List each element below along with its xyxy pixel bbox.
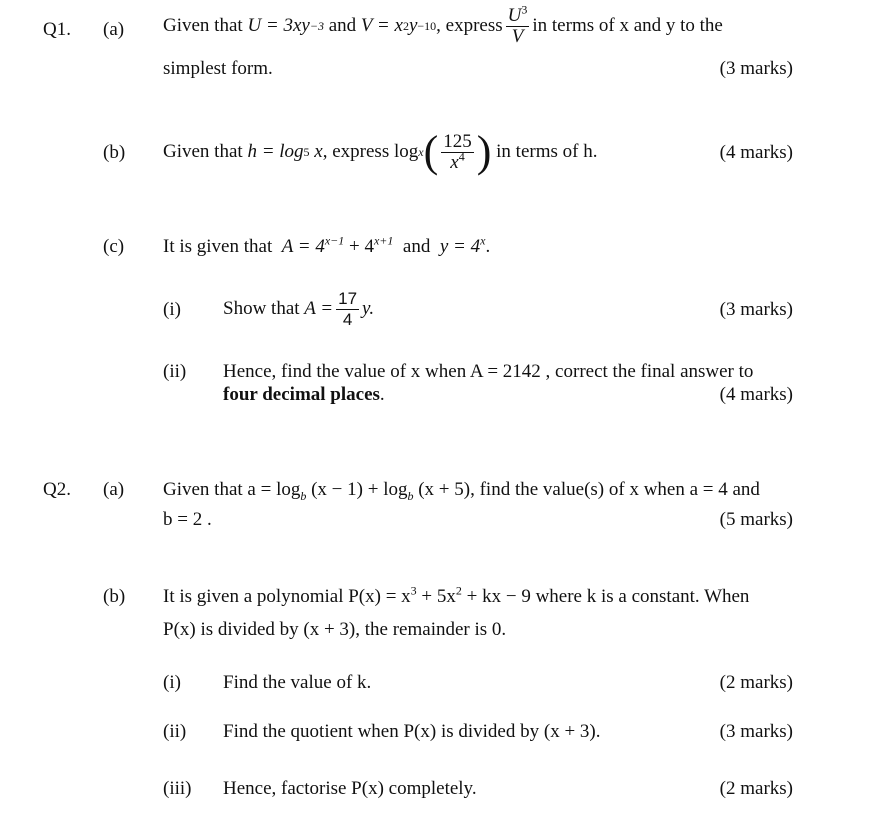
q1b-frac-num: 125 xyxy=(443,130,472,152)
q1a-v-eq: V = x xyxy=(360,14,403,36)
q2a-base1: b xyxy=(300,488,307,503)
q2a-mid: (x − 1) + log xyxy=(306,479,408,500)
q1a-given: Given that xyxy=(163,14,243,36)
q1ci-tail: y. xyxy=(362,297,375,319)
q1b-fraction xyxy=(441,132,474,173)
q2bi-label: (i) xyxy=(163,672,181,693)
q1c-label: (c) xyxy=(103,236,125,257)
q2b-exp2: 2 xyxy=(455,583,462,598)
q1b-given: Given that xyxy=(163,140,243,162)
q1b-label: (b) xyxy=(103,142,126,163)
q1a-frac-num-exp: 3 xyxy=(521,2,528,17)
q2b-line1b: + 5x xyxy=(416,586,456,607)
q1b-frac-den: x xyxy=(450,151,459,173)
q1b-h-eq: h = log xyxy=(247,140,304,162)
q2b-line1a: It is given a polynomial P(x) = x xyxy=(163,586,411,607)
q1c-a-eq: A = 4 xyxy=(281,236,325,257)
q1b-left-paren: ( xyxy=(423,127,439,176)
q1a-fraction xyxy=(506,2,530,47)
q1a-u-eq: U = 3xy xyxy=(247,14,310,36)
q1ci-text: Show that xyxy=(223,297,300,319)
q1c-exp1: x−1 xyxy=(324,233,345,248)
q2bi-text: Find the value of k. xyxy=(223,672,372,693)
q2biii-label: (iii) xyxy=(163,778,192,799)
q1a-tail: in terms of x and y to the xyxy=(532,14,723,36)
q1c-and: and xyxy=(402,236,431,257)
q1a-marks: (3 marks) xyxy=(719,58,793,79)
q1b-log: log xyxy=(393,140,419,162)
q2b-line2: P(x) is divided by (x + 3), the remainder is 0. xyxy=(163,619,507,640)
q1c-exp2: x+1 xyxy=(373,233,394,248)
q1ci-line xyxy=(223,286,374,332)
q2b-line1 xyxy=(163,583,750,609)
q1cii-end: . xyxy=(379,384,385,405)
q1cii-marks: (4 marks) xyxy=(719,384,793,405)
q1a-frac-num: U xyxy=(507,4,522,26)
q1b-tail: in terms of h. xyxy=(496,140,598,162)
q2biii-text: Hence, factorise P(x) completely. xyxy=(223,778,477,799)
q1a-line1: Given that U = 3xy −3 and V = x 2 y −10 , express $\frac{U^3}{V}$ in terms of x and y to the xyxy=(163,2,723,47)
q2a-line2: b = 2 . xyxy=(163,509,212,530)
q1c-y-eq: y = 4 xyxy=(439,236,481,257)
q2bii-label: (ii) xyxy=(163,721,187,742)
q1b-line: Given that h = log 5 x , express log x ( $\frac{125}{x^4}$ ) in terms of h. xyxy=(163,127,598,176)
q2a-label: (a) xyxy=(103,479,125,500)
q1ci-den: 4 xyxy=(342,309,353,329)
q1cii-bold: four decimal places xyxy=(223,384,380,405)
q2a-base2: b xyxy=(407,488,414,503)
q1a-label: (a) xyxy=(103,19,125,40)
q1cii-label: (ii) xyxy=(163,361,187,382)
q1b-marks: (4 marks) xyxy=(719,142,793,163)
q1ci-a-eq: A = xyxy=(304,297,334,319)
q1ci-fraction xyxy=(336,289,359,330)
q2a-tail: (x + 5), find the value(s) of x when a = 4 and xyxy=(413,479,760,500)
q1ci-num: 17 xyxy=(338,288,358,308)
q1c-line xyxy=(163,233,491,259)
q2biii-marks: (2 marks) xyxy=(719,778,793,799)
q2a-line1 xyxy=(163,479,760,502)
q1c-end: . xyxy=(485,236,491,257)
q1b-frac-den-exp: 4 xyxy=(458,149,465,164)
q2a-marks: (5 marks) xyxy=(719,509,793,530)
q1-number: Q1. xyxy=(43,19,71,40)
q2bii-marks: (3 marks) xyxy=(719,721,793,742)
q2bii-text: Find the quotient when P(x) is divided by (x + 3). xyxy=(223,721,601,742)
q2-number: Q2. xyxy=(43,479,71,500)
q1c-plus: + 4 xyxy=(344,236,374,257)
q1cii-line1: Hence, find the value of x when A = 2142 , correct the final answer to xyxy=(223,361,754,382)
q1ci-marks: (3 marks) xyxy=(719,299,793,320)
q1a-v-y: y xyxy=(408,14,418,36)
q2a-line1-start: Given that a = log xyxy=(163,479,301,500)
q2bi-marks: (2 marks) xyxy=(719,672,793,693)
q2b-exp3: 3 xyxy=(410,583,417,598)
q1c-given: It is given that xyxy=(163,236,273,257)
q1c-y-exp: x xyxy=(480,233,486,248)
q1b-h-var: x xyxy=(314,140,323,162)
q1b-right-paren: ) xyxy=(476,127,492,176)
q1cii-line2 xyxy=(223,384,385,407)
q2b-line1c: + kx − 9 where k is a constant. When xyxy=(461,586,750,607)
q1b-express: , express xyxy=(322,140,390,162)
q1a-line2: simplest form. xyxy=(163,58,273,79)
q1a-frac-den: V xyxy=(511,25,524,47)
q1a-express: , express xyxy=(436,14,503,36)
q1a-and: and xyxy=(328,14,357,36)
q1ci-label: (i) xyxy=(163,299,181,320)
q2b-label: (b) xyxy=(103,586,126,607)
